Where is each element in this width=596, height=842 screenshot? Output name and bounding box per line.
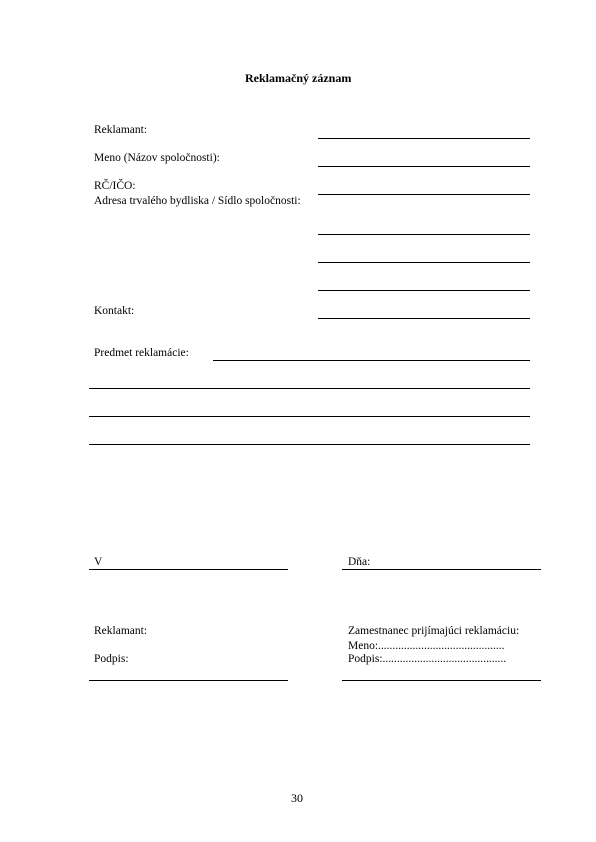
predmet-line [213, 360, 530, 361]
employee-label: Zamestnanec prijímajúci reklamáciu: [348, 625, 520, 637]
rcico-line [318, 194, 530, 195]
employee-name-dots: Meno:............................................ [348, 640, 505, 652]
document-title: Reklamačný záznam [245, 71, 352, 85]
kontakt-label: Kontakt: [94, 305, 135, 317]
meno-label: Meno (Názov spoločnosti): [94, 152, 220, 164]
rcico-label: RČ/IČO: [94, 180, 136, 192]
adresa-line-3 [318, 290, 530, 291]
signature-left-line [89, 680, 288, 681]
reklamant-label: Reklamant: [94, 124, 148, 136]
reklamant-line [318, 138, 530, 139]
date-line [342, 569, 541, 570]
employee-signature-dots: Podpis:........................................... [348, 653, 507, 665]
signature-podpis-label: Podpis: [94, 653, 129, 665]
predmet-label: Predmet reklamácie: [94, 347, 189, 359]
adresa-line-1 [318, 234, 530, 235]
date-label: Dňa: [348, 556, 371, 568]
meno-line [318, 166, 530, 167]
signature-right-line [342, 680, 541, 681]
adresa-line-2 [318, 262, 530, 263]
predmet-line-3 [89, 416, 530, 417]
predmet-line-2 [89, 388, 530, 389]
place-label: V [94, 556, 103, 568]
adresa-label: Adresa trvalého bydliska / Sídlo spoločnosti: [94, 195, 301, 207]
signature-reklamant-label: Reklamant: [94, 625, 148, 637]
kontakt-line [318, 318, 530, 319]
place-line [89, 569, 288, 570]
predmet-line-4 [89, 444, 530, 445]
page-number: 30 [291, 791, 303, 805]
